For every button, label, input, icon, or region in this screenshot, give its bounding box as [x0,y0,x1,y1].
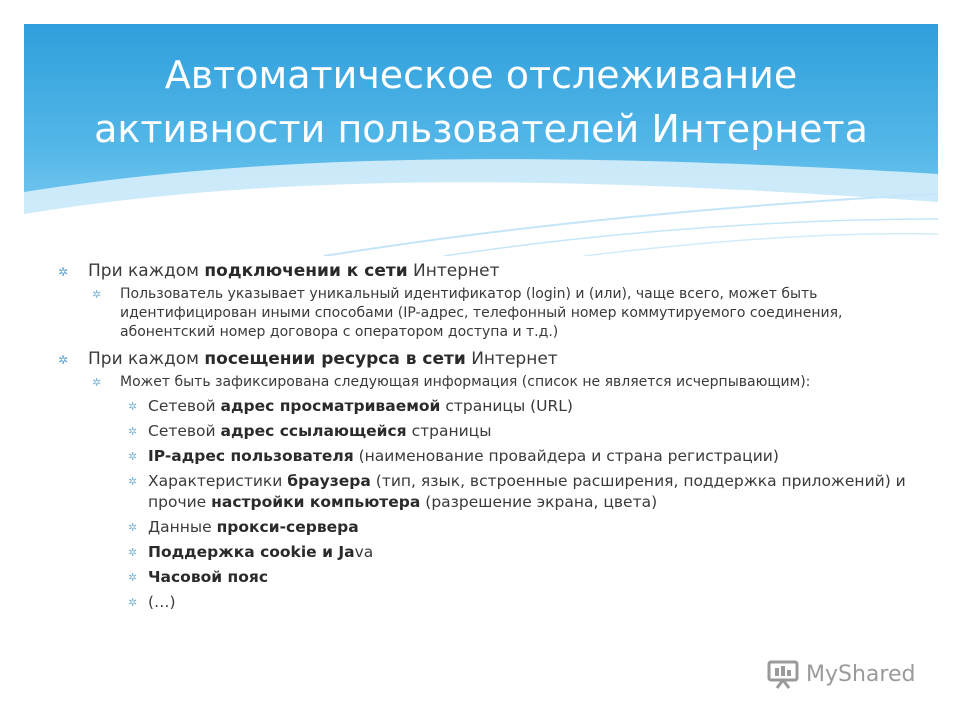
list-item [56,471,916,513]
asterisk-bullet-icon: ✲ [128,475,138,488]
presentation-board-icon [766,659,800,689]
text-segment: Может быть зафиксирована следующая информация (список не является исчерпывающим): [120,374,811,390]
list-item [56,421,916,442]
asterisk-bullet-icon: ✲ [128,400,138,413]
asterisk-bullet-icon: ✲ [92,288,102,301]
bold-segment: адрес просматриваемой [220,397,441,415]
asterisk-bullet-icon: ✲ [128,546,138,559]
bold-segment: посещении ресурса в сети [204,349,466,369]
watermark-logo [766,656,915,692]
text-segment: Сетевой [148,397,221,415]
bold-segment: IP-адрес пользователя [148,447,354,465]
title-line-1: Автоматическое отслеживание [164,53,798,97]
bold-segment: подключении к сети [204,261,408,281]
list-item [56,396,916,417]
page-title [24,48,938,156]
text-segment: страницы [406,422,492,440]
text-segment: Интернет [407,261,500,281]
bullet-list [56,258,916,613]
text-segment: (…) [148,593,176,611]
bold-segment: браузера [287,472,371,490]
asterisk-bullet-icon: ✲ [128,521,138,534]
list-item [56,285,916,342]
title-line-2: активности пользователей Интернета [94,107,868,151]
asterisk-bullet-icon: ✲ [58,265,69,279]
bold-segment: адрес ссылающейся [220,422,407,440]
text-segment: Характеристики [148,472,288,490]
list-item [56,348,916,370]
list-item [56,446,916,467]
text-segment: При каждом [88,349,205,369]
text-segment: (разрешение экрана, цвета) [420,493,658,511]
asterisk-bullet-icon: ✲ [128,596,138,609]
text-segment: При каждом [88,261,205,281]
asterisk-bullet-icon: ✲ [128,425,138,438]
list-item [56,260,916,282]
text-segment: (наименование провайдера и страна регистрации) [353,447,779,465]
list-item [56,592,916,613]
list-item [56,542,916,563]
list-item [56,567,916,588]
asterisk-bullet-icon: ✲ [92,376,102,389]
asterisk-bullet-icon: ✲ [128,450,138,463]
text-segment: (тип, язык, встроенные расширения, поддержка приложений) и прочие [148,472,906,511]
text-segment: va [354,543,374,561]
text-segment: Интернет [465,349,558,369]
text-segment: страницы (URL) [440,397,573,415]
bold-segment: Часовой пояс [148,568,269,586]
bold-segment: настройки компьютера [211,493,421,511]
bold-segment: Поддержка cookie и Ja [148,543,355,561]
bold-segment: прокси-сервера [216,518,359,536]
asterisk-bullet-icon: ✲ [128,571,138,584]
text-segment: Сетевой [148,422,221,440]
watermark-text: MyShared [806,661,916,687]
text-segment: Пользователь указывает уникальный идентификатор (login) и (или), чаще всего, может быть идентифицирован иными способами (IP-адрес, телефонный номер коммутируемого соединения, абонентский номер договора с оператором доступа и т.д.) [120,286,843,340]
list-item [56,517,916,538]
asterisk-bullet-icon: ✲ [58,353,69,367]
text-segment: Данные [148,518,217,536]
list-item [56,373,916,392]
